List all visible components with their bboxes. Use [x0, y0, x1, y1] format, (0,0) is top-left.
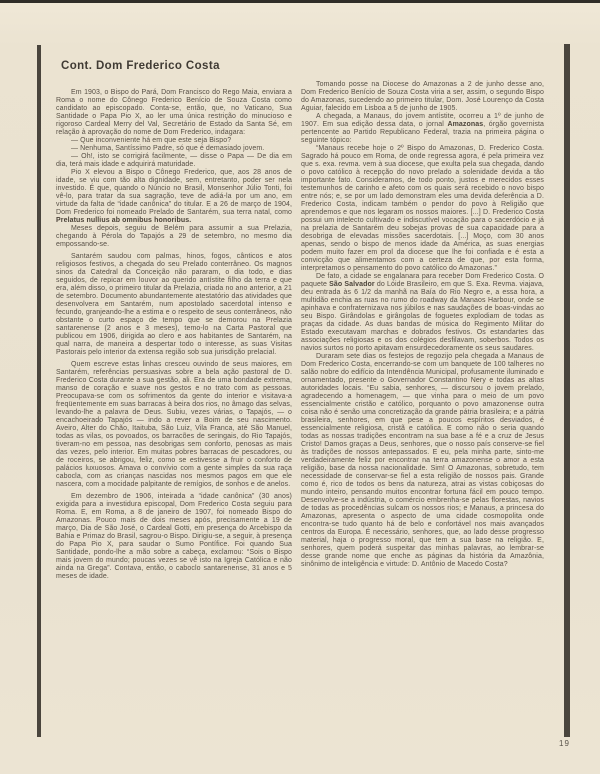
text-segment: — Nenhuma, Santíssimo Padre, só que é demasiado jovem. — [71, 145, 265, 152]
paragraph — [301, 353, 544, 569]
text-segment: Meses depois, seguiu de Belém para assumir a sua Prelazia, chegando à Pérola do Tapajós a 29 de setembro, no mesmo dia empossando-se. — [56, 225, 292, 248]
page-number: 19 — [559, 739, 570, 748]
paragraph — [56, 361, 292, 489]
text-column-left — [56, 89, 292, 581]
bold-text-segment: Amazonas — [447, 121, 484, 128]
text-segment: Duraram sete dias os festejos de regozijo pela chegada a Manaus de Dom Frederico Costa, encerrando-se com um banquete de 100 talheres no salão nobre do edifício da Intendência Municipal, profusamente iluminado e ornamentado, presente o Governador Constantino Nery e todas as altas autoridades locais. “Eu sabia, senhores, — discursou o jovem prelado, agradecendo a homenagem, — que vinha para o meio de um povo essencialmente cristão e católico, porquanto o povo amazonense outra coisa não é senão uma concretização da grande pátria brasileira; e a pátria brasileira, senhores, em que pese a poucos espíritos desviados, é essencialmente religiosa, cristã e católica. E como não o seria quando todas as nossas tradições encontram na sua base a fé e a cruz de Jesus Cristo! Damos graças a Deus, senhores, que o nosso país conserve-se fiel às tradições de nossos antepassados. E eu, pela minha parte, sinto-me verdadeiramente feliz por encontrar na terra amazonense o amor a esta religião, base da nossa nacionalidade. Sim! O Amazonas, sobretudo, tem necessidade de conservar-se fiel a esta religião de nossos pais. Grande como é, rico de todos os bens da natureza, atrai as vistas cobiçosas do mundo inteiro, pensando muitos encontrar fortuna fácil em pouco tempo. Desenvolve-se a indústria, o comércio embrenha-se pelas florestas, navios de todas as procedências sulcam os nossos rios; e Manaus, a princesa do Amazonas, apresenta o aspecto de uma cidade cosmopolita onde encontra-se tudo quanto há de belo e confortável nos mais avançados centros da Europa. É necessário, senhores, que, ao lado desse progresso material, haja o progresso moral, que tem a sua base na religião. E, senhores, quem poderá suspeitar das minhas palavras, ao lembrar-se desse grande nome que enche as páginas da história da Amazônia, sinônimo de inteligência e virtude: D. Antônio de Macedo Costa? — [301, 353, 544, 568]
paragraph — [301, 145, 544, 273]
text-segment: De fato, a cidade se engalanara para receber Dom Frederico Costa. O paquete — [301, 273, 544, 288]
text-segment: — Oh!, isto se corrigirá facilmente, — disse o Papa — De dia em dia, terá mais idade e adquirirá maturidade. — [56, 153, 292, 168]
text-segment: Pio X elevou a Bispo o Cônego Frederico, que, aos 28 anos de idade, se viu com tão alta dignidade, sem, entretanto, poder ser nela investido. É que, quando o Núncio no Brasil, Monsenhor Júlio Tonti, foi vê-lo, para tratar da sua sagração, teve de adiá-la por um ano, em virtude da falta de “idade canônica” do titular. E a 26 de março de 1904, Dom Frederico foi nomeado Prelado de Santarém, sua terra natal, como — [56, 169, 292, 216]
paragraph — [56, 153, 292, 169]
paragraph — [56, 89, 292, 137]
text-segment: Quem escreve estas linhas cresceu ouvindo de seus maiores, em Santarém, referências persuasivas sobre a bela ação pastoral de D. Frederico Costa durante a sua gestão, ali. Era de uma bondade extrema, manso de coração e suave nos gestos e no trato com as pessoas. Preocupava-se com os sofrimentos da gente do interior e visitava-a freqüentemente em suas barracas à beira dos rios, no âmago das selvas, levando-lhe a palavra de Deus. Subiu, vezes várias, o Tapajós, — o encachoeirado Tapajós — indo a rever a Boim de seu nascimento. Aveiro, Alter do Chão, Itaituba, São Luiz, Vila Franca, até São Manuel, todas as vilas, os povoados, os barracões de seringais, do Rio Tapajós, tiveram-no em pessoa, nas desobrigas sem conforto, penosas as mais das vezes, pelo interior. Em muitas pobres barracas de pescadores, ou de roceiros, se abrigou, feliz, como se estivesse a fruir o conforto de palácios luxuosos. Amava o convívio com a gente simples da sua raça cabocla, com as crianças nascidas nos mesmos pagos em que ele nascera, com a mocidade palpitante de remígios, de sonhos e de anelos. — [56, 361, 292, 488]
text-segment: , órgão governista pertencente ao Partido Republicano Federal, trazia na primeira página o seguinte tópico: — [301, 121, 544, 144]
paragraph — [56, 225, 292, 249]
paragraph — [56, 145, 292, 153]
paragraph — [56, 137, 292, 145]
text-segment: “Manaus recebe hoje o 2º Bispo do Amazonas, D. Frederico Costa. Sagrado há pouco em Roma, de onde regressa agora, é pela primeira vez que s. exa. revma. vem à sua diocese, que exulta pela sua chegada, dando o povo católico à recepção do novo prelado a solenidade devida a tão importante fato. Consideramos, de todo ponto, justos e merecidos esses testemunhos de carinho e afeto com os quais será recebido o novo bispo entre nós; e, se por um lado demonstram eles uma devida deferência a D. Frederico Costa, indicam também o pendor do povo à Religião que aprendemos e que nos legaram os nossos maiores. [...] D. Frederico Costa possui um intelecto cultivado e indiscutível vocação para o sacerdócio e já na prelazia de Santarém deu sobejas provas de sua capacidade para a desobriga de elevadas missões sacerdotais. [...] Moço, com 30 anos apenas, sendo o bispo de menos idade da América, as suas energias podem muito fazer em prol da diocese que lhe foi confiada e é esta a convicção que alimentamos com a certeza de que, por esta forma, interpretamos o pensamento do povo católico do Amazonas.” — [301, 145, 544, 272]
right-margin-rule — [564, 44, 570, 737]
page-title: Cont. Dom Frederico Costa — [61, 59, 220, 72]
text-segment: Santarém saudou com palmas, hinos, fogos, cânticos e atos religiosos festivos, a chegada do seu Prelado conterrâneo. Os magnos sinos da Catedral da Conceição não pararam, o dia todo, e dias seguidos, de repicar em louvor ao querido antístite filho da terra e que era, além disso, o primeiro titular da Prelazia, criada no ano anterior, a 21 de setembro. Documento abundantemente atestatório das atividades que desenvolvera em Santarém, num apostolado sacerdotal intenso e fecundo, granjeando-lhe a estima e o respeito de seus conterrâneos, não obstante o curto espaço de tempo que se demorou na Prelazia santarenense (2 anos e 3 meses), temo-lo na Carta Pastoral que publicou em 1906, dirigida ao clero e aos habitantes de Santarém, na qual narra, de maneira a despertar todo o interesse, as suas Visitas Pastorais pelo interior da extensa região sob sua jurisdição prelacial. — [56, 253, 292, 356]
paragraph — [301, 273, 544, 353]
text-segment: Tomando posse na Diocese do Amazonas a 2 de junho desse ano, Dom Frederico Benício de Souza Costa viria a ser, assim, o segundo Bispo do Amazonas, sucedendo ao primeiro titular, Dom. José Lourenço da Costa Aguiar, falecido em Lisboa a 5 de junho de 1905. — [301, 81, 544, 112]
paragraph — [56, 253, 292, 357]
text-segment: — Que inconveniente há em que este seja Bispo? — [71, 137, 232, 144]
paragraph — [56, 493, 292, 581]
text-segment: Em dezembro de 1906, inteirada a “idade canônica” (30 anos) exigida para a investidura episcopal, Dom Frederico Costa seguiu para Roma. E, em Roma, a 8 de janeiro de 1907, foi nomeado Bispo do Amazonas. Pouco mais de dois meses após, precisamente a 19 de março, Dia de São José, o Cardeal Gotti, em presença do Arcebispo da Bahia e Primaz do Brasil, sagrou-o Bispo. Dirigiu-se, a seguir, à presença do Papa Pio X, para saudar o Sumo Pontífice. Foi quando Sua Santidade, pondo-lhe a mão sobre a cabeça, exclamou: “Sois o Bispo mais jovem do mundo; poucas vezes se vê isto na Igreja Católica e não ainda na Grega”. Contava, então, o caboclo santarenense, 31 anos e 5 meses de idade. — [56, 493, 292, 580]
text-column-right — [301, 81, 544, 569]
paragraph — [301, 81, 544, 113]
top-edge-rule — [0, 0, 600, 3]
paragraph — [56, 169, 292, 225]
text-segment: Em 1903, o Bispo do Pará, Dom Francisco do Rego Maia, enviara a Roma o nome do Cônego Frederico Benício de Souza Costa como candidato ao episcopado. Conta-se, então, que, no Vaticano, Sua Santidade o Papa Pio X, ao ler uma única restrição do minucioso e rigoroso Cardeal Merry del Val, Secretário de Estado da Santa Sé, em relação à aprovação do nome de Dom Frederico, indagara: — [56, 89, 292, 136]
text-segment: A chegada, a Manaus, do jovem antístite, ocorreu a 1º de junho de 1907. Em sua edição dessa data, o jornal — [301, 113, 544, 128]
bold-text-segment: São Salvador — [329, 281, 375, 288]
bold-text-segment: Prelatus nullius ab omnibus honoribus. — [56, 217, 192, 224]
left-margin-rule — [37, 45, 41, 737]
paragraph — [301, 113, 544, 145]
text-segment: do Lóide Brasileiro, em que S. Exa. Revma. viajava, deu entrada às 6 1/2 da manhã na Baía do Rio Negro e, a essa hora, a multidão enchia as ruas no rumo do roadway da Manaos Harbour, onde se apinhava e confraternizava nos júbilos e nas saudações de boas-vindas ao seu Bispo. Girândolas e girângolas de foguetes explodiam de todas as praças da cidade. As duas bandas de música do Regimento Militar do Estado executavam marchas e dobrados festivos. Os estandartes das associações religiosas e os dos colégios desfilavam, soberbos. Todos os navios surtos no porto apitavam ensurdecedoramente os seus saudares. — [301, 281, 544, 352]
